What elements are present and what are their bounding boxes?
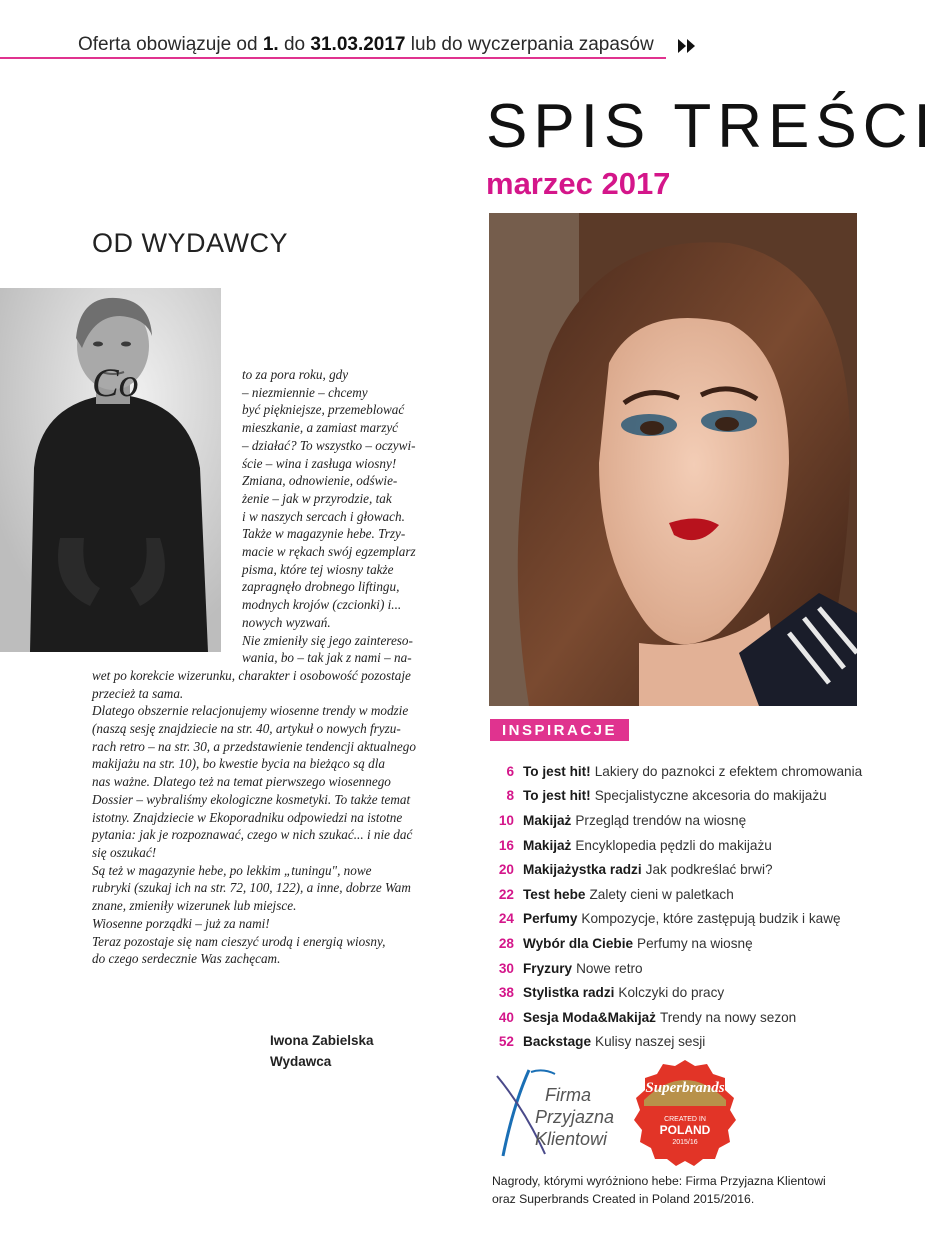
editor-title: OD WYDAWCY xyxy=(92,228,288,258)
issue-date: marzec 2017 xyxy=(486,166,671,201)
toc-entry[interactable] xyxy=(490,857,900,882)
letter-line: wet po korekcie wizerunku, charakter i osobowość pozostaje xyxy=(92,667,411,683)
toc-page: 6 xyxy=(506,763,514,779)
superbrands-text: Superbrands xyxy=(645,1080,725,1096)
toc-heading: Fryzury xyxy=(523,960,573,976)
offer-suffix: lub do wyczerpania zapasów xyxy=(410,34,654,55)
toc-entry[interactable] xyxy=(490,882,900,907)
toc-entry[interactable] xyxy=(490,907,900,932)
letter-line: przecież ta sama. xyxy=(92,685,184,701)
toc-text: Nowe retro xyxy=(576,960,643,976)
toc-heading: Makijaż xyxy=(523,812,572,828)
letter-line: rach retro – na str. 30, a przedstawienie tendencji aktualnego xyxy=(92,738,416,754)
awards-caption xyxy=(492,1173,852,1208)
letter-line: pytania: jak je rozpoznawać, czego w nich szukać... i nie dać xyxy=(92,827,413,843)
letter-line: Także w magazynie hebe. Trzy- xyxy=(242,526,406,542)
toc-page: 28 xyxy=(498,935,514,951)
letter-line: być piękniejsze, przemeblować xyxy=(242,402,405,418)
letter-line: Dossier – wybraliśmy ekologiczne kosmetyki. To także temat xyxy=(92,791,411,807)
toc-heading: To jest hit! xyxy=(523,763,591,779)
offer-banner xyxy=(78,34,654,56)
toc-entry[interactable] xyxy=(490,1005,900,1030)
letter-line: żenie – jak w przyrodzie, tak xyxy=(242,490,392,506)
signature xyxy=(270,1030,374,1072)
letter-line: Wiosenne porządki – już za nami! xyxy=(92,915,270,931)
toc-entry[interactable] xyxy=(490,980,900,1005)
toc-page: 20 xyxy=(498,862,514,878)
offer-prefix: Oferta obowiązuje od xyxy=(78,34,258,55)
toc-text: Encyklopedia pędzli do makijażu xyxy=(575,837,772,853)
toc-heading: Backstage xyxy=(523,1034,592,1050)
letter-line: Teraz pozostaje się nam cieszyć urodą i energią wiosny, xyxy=(92,933,386,949)
years-text: 2015/16 xyxy=(672,1139,698,1146)
toc-entry[interactable] xyxy=(490,1030,900,1055)
toc-title: SPIS TREŚCI xyxy=(486,92,937,161)
created-in-text: CREATED IN xyxy=(664,1116,706,1123)
toc-text: Kulisy naszej sesji xyxy=(595,1034,706,1050)
toc-page: 52 xyxy=(498,1034,514,1050)
letter-line: wania, bo – tak jak z nami – na- xyxy=(242,650,412,666)
toc-text: Specjalistyczne akcesoria do makijażu xyxy=(594,788,827,804)
toc-text: Kompozycje, które zastępują budzik i kawę xyxy=(581,911,841,927)
toc-page: 8 xyxy=(506,788,514,804)
letter-line: do czego serdecznie Was zachęcam. xyxy=(92,951,281,967)
letter-line: Dlatego obszernie relacjonujemy wiosenne trendy w modzie xyxy=(92,703,409,719)
letter-line: (naszą sesję znajdziecie na str. 40, artykuł o nowych fryzu- xyxy=(92,721,401,737)
awards-line1: Nagrody, którymi wyróżniono hebe: Firma Przyjazna Klientowi xyxy=(492,1174,826,1188)
letter-line: znane, zmieniły wizerunek lub miejsce. xyxy=(92,898,297,914)
letter-line: i w naszych sercach i głowach. xyxy=(242,508,405,524)
letter-line: istotny. Znajdziecie w Ekoporadniku odpowiedzi na istotne xyxy=(92,809,403,825)
toc-heading: Stylistka radzi xyxy=(523,985,615,1001)
cover-model-photo xyxy=(489,213,857,706)
letter-line: modnych krojów (czcionki) i... xyxy=(242,597,402,613)
firma-line2: Przyjazna xyxy=(535,1107,615,1127)
toc-heading: Sesja Moda&Makijaż xyxy=(523,1009,656,1025)
letter-line: Zmiana, odnowienie, odświe- xyxy=(242,473,398,489)
toc-page: 10 xyxy=(498,812,514,828)
signature-role: Wydawca xyxy=(270,1054,332,1069)
letter-line: ście – wina i zasługa wiosny! xyxy=(242,455,397,471)
toc-text: Lakiery do paznokci z efektem chromowania xyxy=(594,763,863,779)
firma-przyjazna-klientowi-logo xyxy=(495,1066,630,1158)
header-divider xyxy=(0,57,666,59)
toc-entry[interactable] xyxy=(490,784,900,809)
offer-from: 1. xyxy=(262,34,279,55)
toc-entry[interactable] xyxy=(490,956,900,981)
section-badge-inspiracje: INSPIRACJE xyxy=(490,719,629,741)
toc-list xyxy=(490,759,900,1054)
toc-page: 24 xyxy=(498,911,514,927)
letter-line: to za pora roku, gdy xyxy=(242,367,349,382)
toc-page: 40 xyxy=(498,1009,514,1025)
offer-mid: do xyxy=(283,34,306,55)
toc-heading: Perfumy xyxy=(523,911,578,927)
signature-name: Iwona Zabielska xyxy=(270,1033,374,1048)
letter-line: – działać? To wszystko – oczywi- xyxy=(242,437,416,453)
letter-line: makijażu na str. 10), bo kwestie bycia na bieżąco są dla xyxy=(92,756,386,772)
awards-line2: oraz Superbrands Created in Poland 2015/2016. xyxy=(492,1191,755,1206)
toc-heading: Makijaż xyxy=(523,837,572,853)
toc-heading: Makijażystka radzi xyxy=(523,862,642,878)
toc-heading: To jest hit! xyxy=(523,788,591,804)
toc-entry[interactable] xyxy=(490,759,900,784)
toc-text: Jak podkreślać brwi? xyxy=(645,862,773,878)
double-arrow-icon xyxy=(678,38,698,54)
toc-text: Przegląd trendów na wiosnę xyxy=(575,812,747,828)
toc-page: 38 xyxy=(498,985,514,1001)
letter-dropcap: Co xyxy=(92,360,139,405)
toc-entry[interactable] xyxy=(490,833,900,858)
letter-line: – niezmiennie – chcemy xyxy=(242,384,368,400)
letter-line: zapragnęło drobnego liftingu, xyxy=(242,579,400,595)
toc-page: 22 xyxy=(498,886,514,902)
toc-page: 16 xyxy=(498,837,514,853)
letter-wide-block xyxy=(92,667,422,968)
letter-line: mieszkanie, a zamiast marzyć xyxy=(242,420,399,436)
toc-heading: Test hebe xyxy=(523,886,586,902)
toc-text: Kolczyki do pracy xyxy=(618,985,725,1001)
toc-text: Perfumy na wiosnę xyxy=(637,935,753,951)
letter-line: się oszukać! xyxy=(92,844,157,860)
editor-letter xyxy=(92,360,422,968)
letter-line: rubryki (szukaj ich na str. 72, 100, 122), a inne, dobrze Wam xyxy=(92,880,411,896)
letter-line: Są też w magazynie hebe, po lekkim „tuningu", nowe xyxy=(92,862,372,878)
toc-entry[interactable] xyxy=(490,808,900,833)
toc-entry[interactable] xyxy=(490,931,900,956)
letter-narrow-block xyxy=(242,366,422,667)
toc-page: 30 xyxy=(498,960,514,976)
firma-line1: Firma xyxy=(545,1085,591,1105)
superbrands-badge xyxy=(630,1058,740,1168)
firma-line3: Klientowi xyxy=(535,1129,608,1149)
toc-text: Trendy na nowy sezon xyxy=(659,1009,797,1025)
letter-line: nowych wyzwań. xyxy=(242,614,331,630)
letter-line: pisma, które tej wiosny także xyxy=(242,561,394,577)
letter-line: macie w rękach swój egzemplarz xyxy=(242,544,416,560)
letter-line: nas ważne. Dlatego też na temat pierwszego wiosennego xyxy=(92,774,391,790)
poland-text: POLAND xyxy=(659,1123,711,1137)
letter-line: Nie zmieniły się jego zaintereso- xyxy=(242,632,413,648)
offer-to: 31.03.2017 xyxy=(310,34,406,55)
toc-heading: Wybór dla Ciebie xyxy=(523,935,634,951)
toc-text: Zalety cieni w paletkach xyxy=(589,886,734,902)
